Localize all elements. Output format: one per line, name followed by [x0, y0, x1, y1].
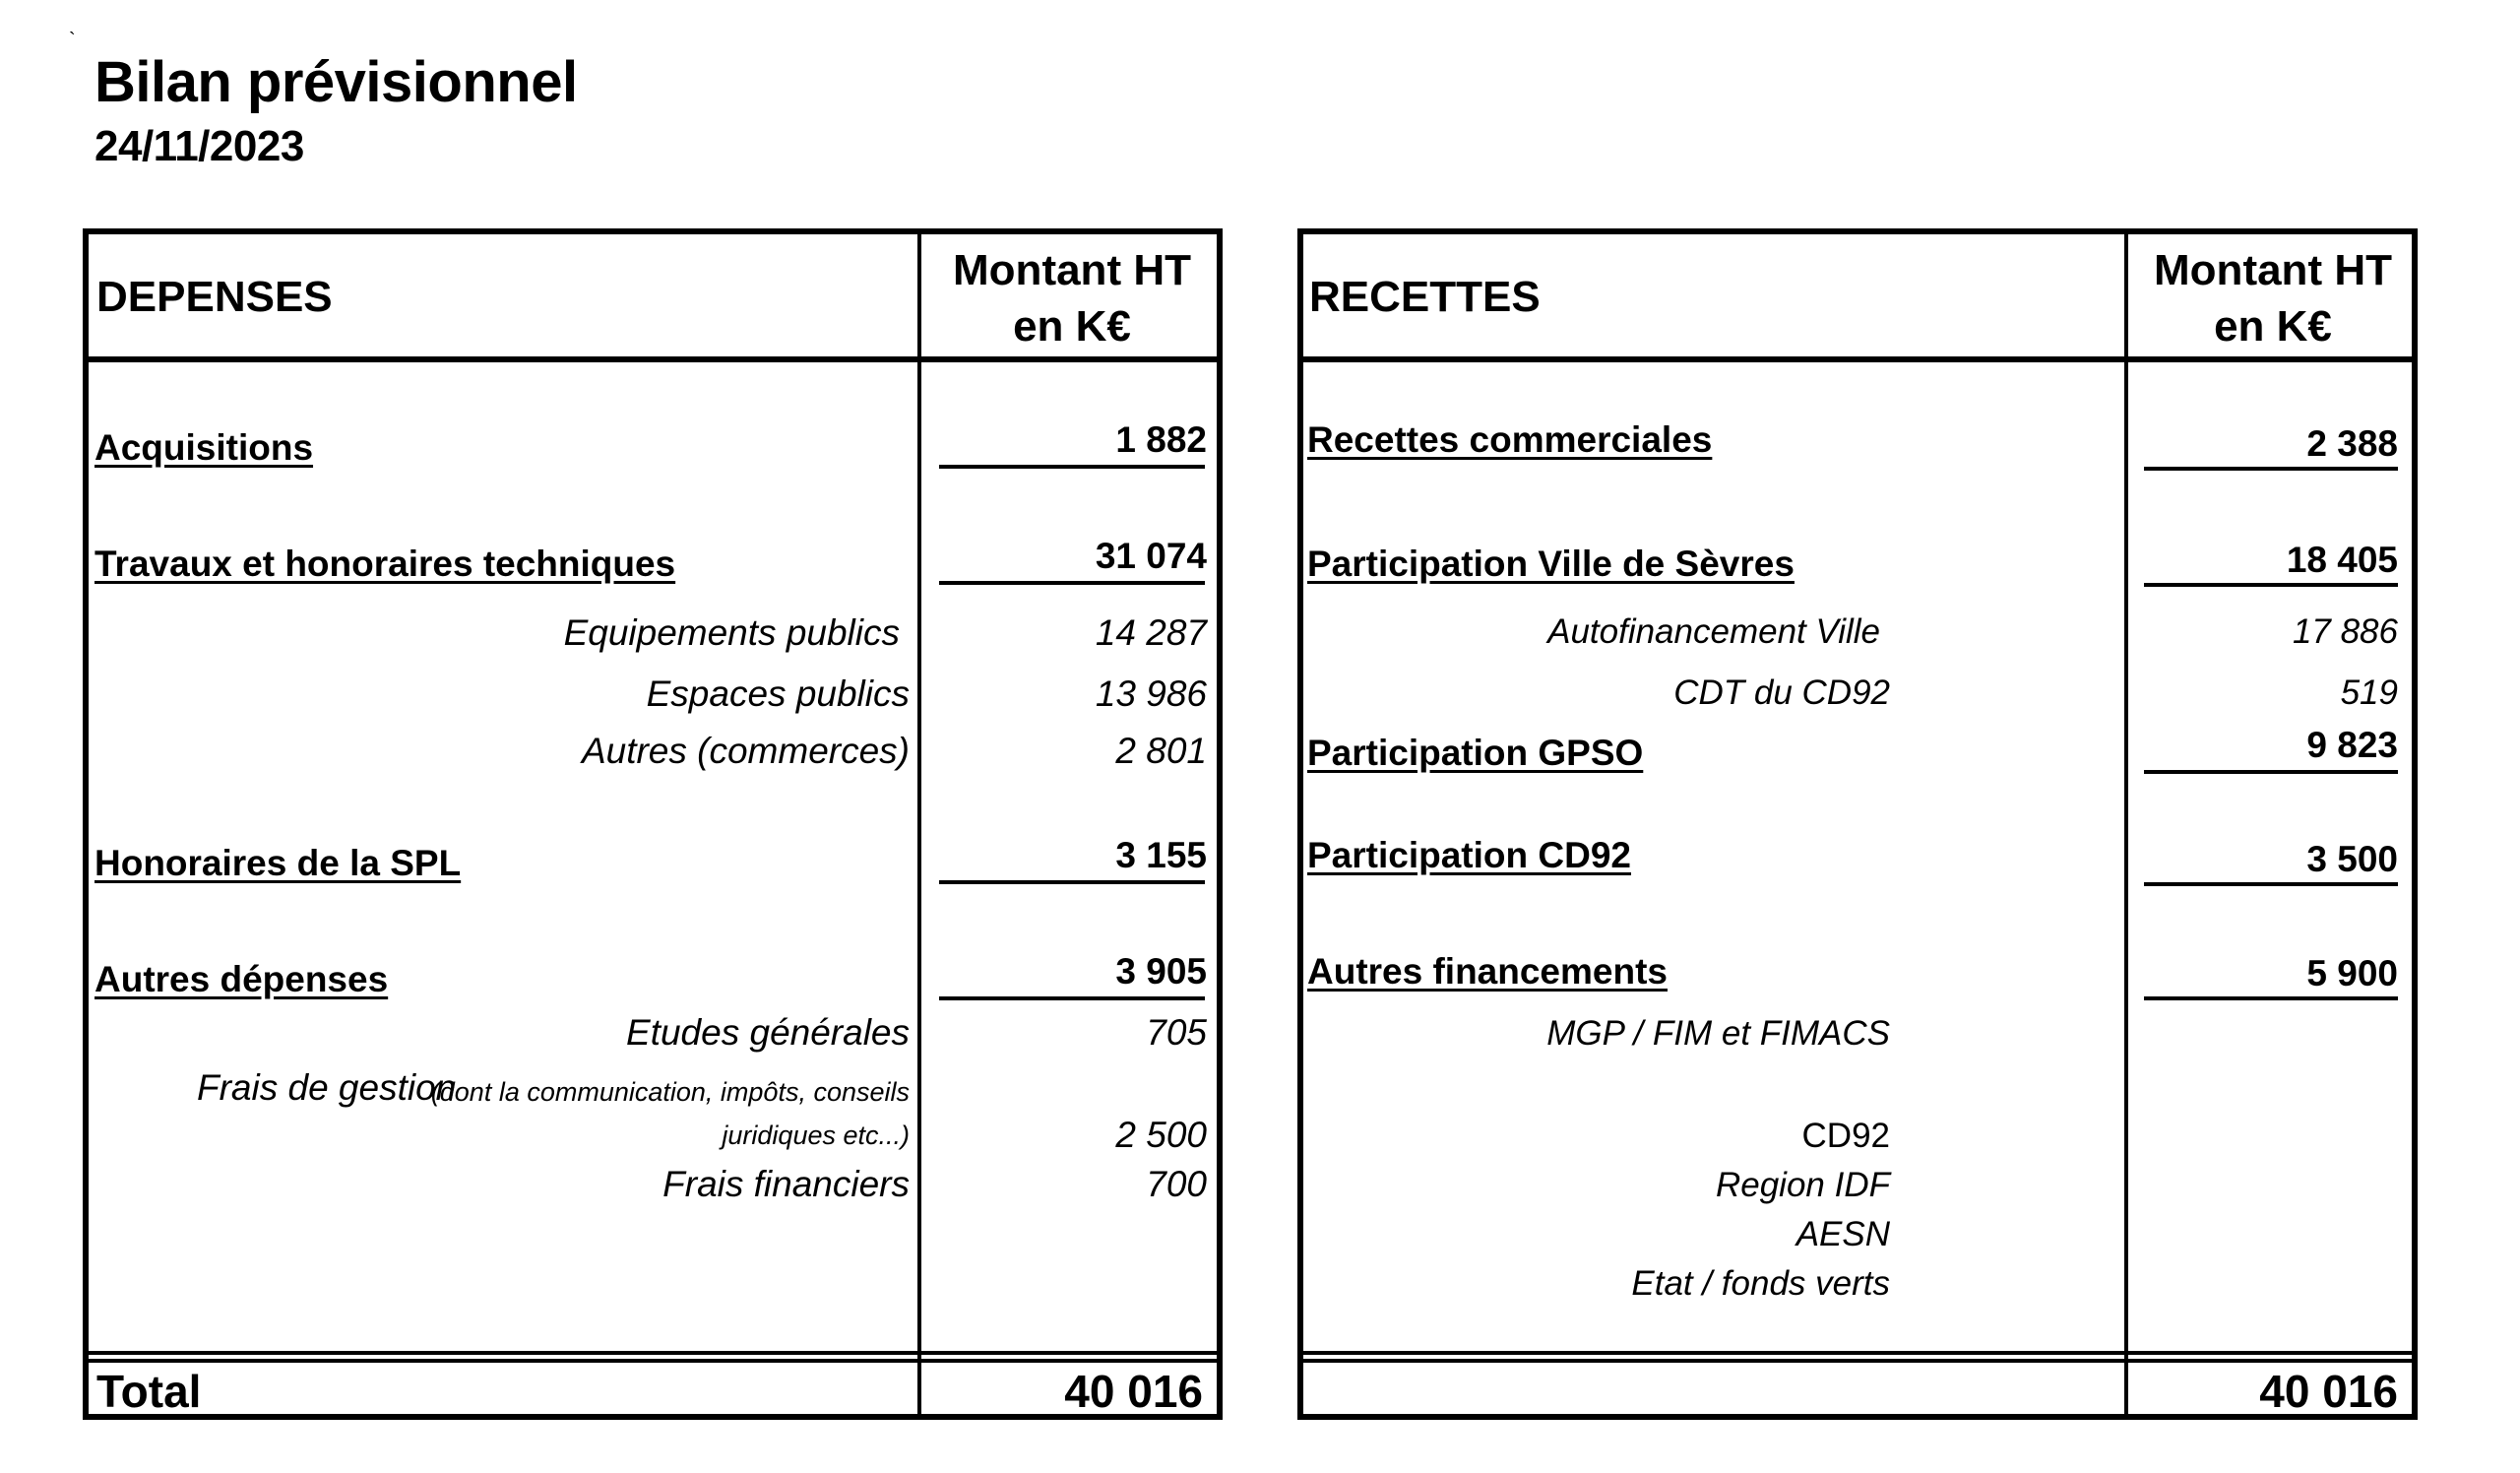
etudes-value: 705 [1146, 1012, 1207, 1053]
ville-sevres-label: Participation Ville de Sèvres [1307, 544, 1795, 584]
espaces-value: 13 986 [1095, 673, 1207, 714]
column-divider [917, 234, 921, 1414]
acquisitions-value: 1 882 [1115, 419, 1207, 460]
total-divider [1303, 1359, 2412, 1363]
page-title: Bilan prévisionnel [94, 50, 578, 114]
autres-depenses-value: 3 905 [1115, 951, 1207, 992]
header-divider [1303, 356, 2412, 362]
total-label: Total [96, 1366, 202, 1417]
acquisitions-label: Acquisitions [94, 427, 314, 468]
depenses-table [83, 228, 1223, 1420]
honoraires-spl-value: 3 155 [1115, 835, 1207, 875]
frais-gestion-label: Frais de gestion [197, 1067, 457, 1108]
espaces-label: Espaces publics [646, 673, 910, 714]
mgp-label: MGP / FIM et FIMACS [1546, 1014, 1890, 1053]
amount-header [2128, 242, 2418, 354]
subtotal-underline [2144, 996, 2398, 1000]
region-idf-label: Region IDF [1715, 1166, 1890, 1204]
frais-gestion-value: 2 500 [1115, 1115, 1207, 1155]
etudes-label: Etudes générales [626, 1012, 910, 1053]
subtotal-underline [939, 880, 1205, 884]
recettes-header: RECETTES [1309, 273, 1541, 321]
honoraires-spl-label: Honoraires de la SPL [94, 843, 462, 883]
subtotal-underline [2144, 770, 2398, 774]
recettes-commerciales-value: 2 388 [2306, 423, 2398, 464]
subtotal-underline [939, 996, 1205, 1000]
cdt-cd92-value: 519 [2340, 673, 2398, 712]
etat-fonds-verts-label: Etat / fonds verts [1631, 1264, 1890, 1303]
total-value: 40 016 [1064, 1366, 1203, 1417]
cd92-sub-label: CD92 [1801, 1117, 1890, 1155]
cdt-cd92-label: CDT du CD92 [1673, 673, 1890, 712]
subtotal-underline [2144, 583, 2398, 587]
frais-gestion-note-2: juridiques etc...) [722, 1121, 910, 1150]
autres-commerces-label: Autres (commerces) [581, 731, 910, 771]
subtotal-underline [939, 465, 1205, 469]
total-divider [1303, 1351, 2412, 1355]
amount-header-line2: en K€ [2214, 302, 2332, 352]
total-divider [89, 1351, 1217, 1355]
recettes-table [1297, 228, 2418, 1420]
gpso-value: 9 823 [2306, 725, 2398, 765]
autofinancement-value: 17 886 [2292, 612, 2398, 651]
autres-commerces-value: 2 801 [1115, 731, 1207, 771]
autres-depenses-label: Autres dépenses [94, 959, 389, 999]
autres-financements-value: 5 900 [2306, 953, 2398, 993]
total-value: 40 016 [2259, 1366, 2398, 1417]
depenses-header: DEPENSES [96, 273, 333, 321]
equipements-value: 14 287 [1095, 612, 1207, 653]
amount-header-line1: Montant HT [2154, 246, 2392, 294]
participation-cd92-value: 3 500 [2306, 839, 2398, 879]
amount-header-line1: Montant HT [953, 246, 1191, 294]
frais-financiers-label: Frais financiers [662, 1164, 910, 1204]
page-date: 24/11/2023 [94, 122, 304, 170]
ville-sevres-value: 18 405 [2286, 540, 2398, 580]
subtotal-underline [939, 581, 1205, 585]
stray-mark: ` [69, 30, 76, 51]
equipements-label: Equipements publics [563, 612, 900, 653]
gpso-label: Participation GPSO [1307, 733, 1644, 773]
travaux-label: Travaux et honoraires techniques [94, 544, 676, 584]
frais-gestion-note-1: (dont la communication, impôts, conseils [430, 1077, 910, 1107]
subtotal-underline [2144, 467, 2398, 471]
recettes-commerciales-label: Recettes commerciales [1307, 419, 1713, 460]
total-divider [89, 1359, 1217, 1363]
subtotal-underline [2144, 882, 2398, 886]
travaux-value: 31 074 [1095, 536, 1207, 576]
participation-cd92-label: Participation CD92 [1307, 835, 1631, 875]
amount-header-line2: en K€ [1013, 302, 1131, 352]
autres-financements-label: Autres financements [1307, 951, 1668, 992]
autofinancement-label: Autofinancement Ville [1547, 612, 1880, 651]
header-divider [89, 356, 1217, 362]
amount-header [921, 242, 1223, 354]
aesn-label: AESN [1796, 1215, 1890, 1253]
frais-financiers-value: 700 [1146, 1164, 1207, 1204]
column-divider [2124, 234, 2128, 1414]
